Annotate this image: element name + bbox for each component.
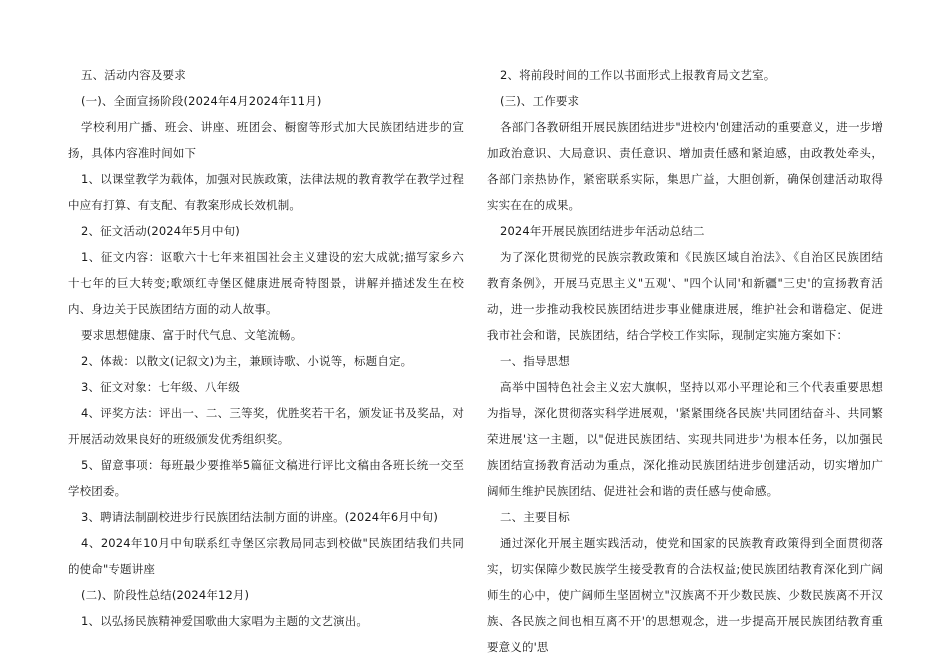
paragraph: (三)、工作要求 [500,94,580,108]
paragraph: 1、以弘扬民族精神爱国歌曲大家唱为主题的文艺演出。 [81,614,369,628]
paragraph: 学校利用广播、班会、讲座、班团会、橱窗等形式加大民族团结进步的宣扬，具体内容准时间如下 [68,120,464,160]
paragraph: 2、体裁：以散文(记叙文)为主，兼顾诗歌、小说等，标题自定。 [81,354,413,368]
paragraph: 二、主要目标 [500,510,570,524]
paragraph: 1、以课堂教学为载体，加强对民族政策，法律法规的教育教学在教学过程中应有打算、有支配、有教案形成长效机制。 [68,172,464,212]
paragraph: 4、2024年10月中旬联系红寺堡区宗教局同志到校做"民族团结我们共同的使命"专题讲座 [68,536,464,576]
paragraph: 高举中国特色社会主义宏大旗帜，坚持以邓小平理论和三个代表重要思想为指导，深化贯彻落实科学进展观，'紧紧围绕各民族'共同团结奋斗、共同繁荣进展'这一主题，以"促进民族团结、实现共同进步'为根本任务，以加强民族团结宣扬教育活动为重点，深化推动民族团结进步创建活动，切实增加广阔师生维护民族团结、促进社会和谐的责任感与使命感。 [487,380,883,498]
paragraph: 2、征文活动(2024年5月中旬) [81,224,240,238]
paragraph: 5、留意事项：每班最少要推举5篇征文稿进行评比文稿由各班长统一交至学校团委。 [68,458,464,498]
paragraph: 通过深化开展主题实践活动，使党和国家的民族教育政策得到全面贯彻落实，切实保障少数民族学生接受教育的合法权益;使民族团结教育深化到广阔师生的心中，使广阔师生坚固树立"汉族离不开少数民族、少数民族离不开汉族、各民族之间也相互离不开'的思想观念，进一步提高开展民族团结教育重要意义的'思 [487,536,883,654]
paragraph: (一)、全面宣扬阶段(2024年4月2024年11月) [81,94,322,108]
paragraph: 1、征文内容：讴歌六十七年来祖国社会主义建设的宏大成就;描写家乡六十七年的巨大转变;歌颂红寺堡区健康进展奇特图景，讲解并描述发生在校内、身边关于民族团结方面的动人故事。 [68,250,464,316]
paragraph: 各部门各教研组开展民族团结进步"进校内'创建活动的重要意义，进一步增加政治意识、大局意识、责任意识、增加责任感和紧迫感，由政教处牵头，各部门亲热协作，紧密联系实际，集思广益，大胆创新，确保创建活动取得实实在在的成果。 [487,120,883,212]
paragraph: 2024年开展民族团结进步年活动总结二 [500,224,705,238]
left-text-column [68,62,464,634]
paragraph: 2、将前段时间的工作以书面形式上报教育局文艺室。 [500,68,776,82]
paragraph: 为了深化贯彻党的民族宗教政策和《民族区域自治法》、《自治区民族团结教育条例》，开展马克思主义"五观'、"四个认同'和新疆"三史'的宣扬教育活动，进一步推动我校民族团结进步事业健康进展，维护社会和谐稳定、促进我市社会和谐，民族团结，结合学校工作实际，现制定实施方案如下： [487,250,883,342]
paragraph: 一、指导思想 [500,354,570,368]
paragraph: 五、活动内容及要求 [81,68,186,82]
paragraph: 要求思想健康、富于时代气息、文笔流畅。 [81,328,303,342]
paragraph: 3、征文对象：七年级、八年级 [81,380,240,394]
paragraph: (二)、阶段性总结(2024年12月) [81,588,250,602]
right-text-column [487,62,883,660]
paragraph: 3、聘请法制副校进步行民族团结法制方面的讲座。(2024年6月中旬) [81,510,438,524]
paragraph: 4、评奖方法：评出一、二、三等奖，优胜奖若干名，颁发证书及奖品，对开展活动效果良好的班级颁发优秀组织奖。 [68,406,464,446]
